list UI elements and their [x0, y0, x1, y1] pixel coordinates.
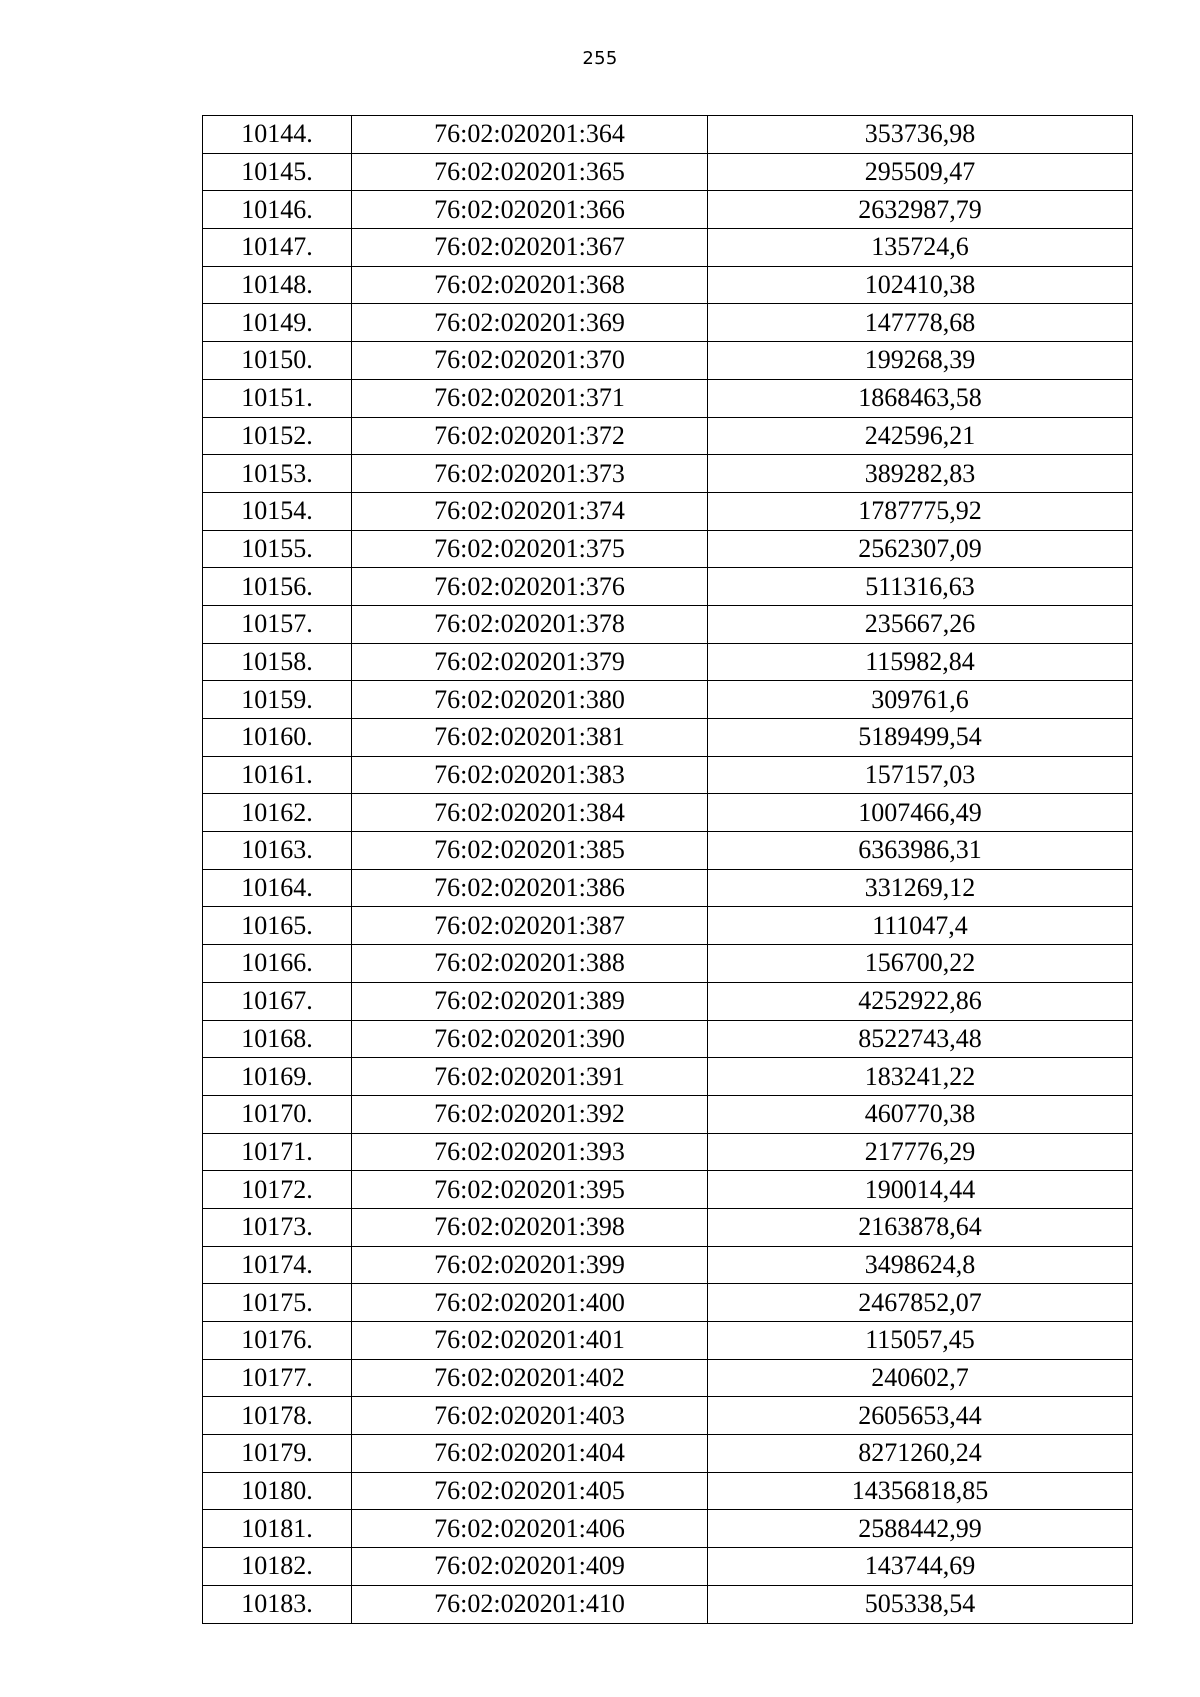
cadastral-number-cell: 76:02:020201:410 — [352, 1585, 708, 1623]
row-number-cell: 10164. — [203, 869, 352, 907]
row-number-cell: 10168. — [203, 1020, 352, 1058]
table-row — [203, 1548, 1133, 1586]
cadastral-number-cell: 76:02:020201:366 — [352, 191, 708, 229]
value-cell: 1007466,49 — [708, 794, 1133, 832]
cadastral-number-cell: 76:02:020201:364 — [352, 116, 708, 154]
cadastral-number-cell: 76:02:020201:380 — [352, 681, 708, 719]
value-cell: 505338,54 — [708, 1585, 1133, 1623]
cadastral-number-cell: 76:02:020201:368 — [352, 266, 708, 304]
cadastral-number-cell: 76:02:020201:399 — [352, 1246, 708, 1284]
row-number-cell: 10153. — [203, 455, 352, 493]
cadastral-number-cell: 76:02:020201:400 — [352, 1284, 708, 1322]
row-number-cell: 10146. — [203, 191, 352, 229]
cadastral-number-cell: 76:02:020201:395 — [352, 1171, 708, 1209]
cadastral-number-cell: 76:02:020201:388 — [352, 945, 708, 983]
row-number-cell: 10162. — [203, 794, 352, 832]
table-row — [203, 417, 1133, 455]
row-number-cell: 10151. — [203, 379, 352, 417]
row-number-cell: 10145. — [203, 153, 352, 191]
row-number-cell: 10178. — [203, 1397, 352, 1435]
table-row — [203, 756, 1133, 794]
row-number-cell: 10147. — [203, 229, 352, 267]
cadastral-number-cell: 76:02:020201:406 — [352, 1510, 708, 1548]
table-row — [203, 1133, 1133, 1171]
cadastral-number-cell: 76:02:020201:371 — [352, 379, 708, 417]
table-row — [203, 342, 1133, 380]
cadastral-number-cell: 76:02:020201:372 — [352, 417, 708, 455]
value-cell: 183241,22 — [708, 1058, 1133, 1096]
table-row — [203, 869, 1133, 907]
value-cell: 143744,69 — [708, 1548, 1133, 1586]
table-row — [203, 116, 1133, 154]
table-row — [203, 153, 1133, 191]
cadastral-number-cell: 76:02:020201:393 — [352, 1133, 708, 1171]
table-row — [203, 1435, 1133, 1473]
row-number-cell: 10149. — [203, 304, 352, 342]
value-cell: 5189499,54 — [708, 719, 1133, 757]
table-row — [203, 945, 1133, 983]
row-number-cell: 10155. — [203, 530, 352, 568]
row-number-cell: 10176. — [203, 1322, 352, 1360]
table-row — [203, 266, 1133, 304]
table-row — [203, 643, 1133, 681]
cadastral-value-table — [202, 115, 1133, 1624]
cadastral-number-cell: 76:02:020201:404 — [352, 1435, 708, 1473]
value-cell: 6363986,31 — [708, 832, 1133, 870]
cadastral-number-cell: 76:02:020201:403 — [352, 1397, 708, 1435]
table-row — [203, 492, 1133, 530]
cadastral-number-cell: 76:02:020201:384 — [352, 794, 708, 832]
document-table-container — [202, 115, 1132, 1624]
table-row — [203, 1058, 1133, 1096]
row-number-cell: 10180. — [203, 1472, 352, 1510]
row-number-cell: 10169. — [203, 1058, 352, 1096]
table-row — [203, 681, 1133, 719]
cadastral-number-cell: 76:02:020201:405 — [352, 1472, 708, 1510]
row-number-cell: 10181. — [203, 1510, 352, 1548]
value-cell: 111047,4 — [708, 907, 1133, 945]
row-number-cell: 10173. — [203, 1208, 352, 1246]
cadastral-number-cell: 76:02:020201:409 — [352, 1548, 708, 1586]
table-row — [203, 1284, 1133, 1322]
cadastral-number-cell: 76:02:020201:373 — [352, 455, 708, 493]
value-cell: 460770,38 — [708, 1095, 1133, 1133]
row-number-cell: 10156. — [203, 568, 352, 606]
table-row — [203, 1020, 1133, 1058]
table-body — [203, 116, 1133, 1624]
cadastral-number-cell: 76:02:020201:383 — [352, 756, 708, 794]
table-row — [203, 1322, 1133, 1360]
row-number-cell: 10166. — [203, 945, 352, 983]
table-row — [203, 1246, 1133, 1284]
row-number-cell: 10170. — [203, 1095, 352, 1133]
value-cell: 389282,83 — [708, 455, 1133, 493]
value-cell: 102410,38 — [708, 266, 1133, 304]
table-row — [203, 1171, 1133, 1209]
value-cell: 3498624,8 — [708, 1246, 1133, 1284]
row-number-cell: 10182. — [203, 1548, 352, 1586]
row-number-cell: 10174. — [203, 1246, 352, 1284]
value-cell: 14356818,85 — [708, 1472, 1133, 1510]
value-cell: 2632987,79 — [708, 191, 1133, 229]
row-number-cell: 10179. — [203, 1435, 352, 1473]
value-cell: 115982,84 — [708, 643, 1133, 681]
table-row — [203, 907, 1133, 945]
row-number-cell: 10161. — [203, 756, 352, 794]
value-cell: 2588442,99 — [708, 1510, 1133, 1548]
value-cell: 8271260,24 — [708, 1435, 1133, 1473]
value-cell: 1787775,92 — [708, 492, 1133, 530]
cadastral-number-cell: 76:02:020201:389 — [352, 982, 708, 1020]
row-number-cell: 10167. — [203, 982, 352, 1020]
cadastral-number-cell: 76:02:020201:379 — [352, 643, 708, 681]
table-row — [203, 530, 1133, 568]
row-number-cell: 10152. — [203, 417, 352, 455]
value-cell: 235667,26 — [708, 605, 1133, 643]
table-row — [203, 982, 1133, 1020]
value-cell: 1868463,58 — [708, 379, 1133, 417]
table-row — [203, 1095, 1133, 1133]
row-number-cell: 10159. — [203, 681, 352, 719]
cadastral-number-cell: 76:02:020201:385 — [352, 832, 708, 870]
cadastral-number-cell: 76:02:020201:391 — [352, 1058, 708, 1096]
value-cell: 157157,03 — [708, 756, 1133, 794]
value-cell: 242596,21 — [708, 417, 1133, 455]
value-cell: 8522743,48 — [708, 1020, 1133, 1058]
table-row — [203, 229, 1133, 267]
table-row — [203, 1472, 1133, 1510]
table-row — [203, 379, 1133, 417]
value-cell: 2562307,09 — [708, 530, 1133, 568]
page-number: 255 — [582, 48, 618, 69]
row-number-cell: 10172. — [203, 1171, 352, 1209]
row-number-cell: 10150. — [203, 342, 352, 380]
table-row — [203, 605, 1133, 643]
cadastral-number-cell: 76:02:020201:390 — [352, 1020, 708, 1058]
cadastral-number-cell: 76:02:020201:374 — [352, 492, 708, 530]
value-cell: 115057,45 — [708, 1322, 1133, 1360]
row-number-cell: 10158. — [203, 643, 352, 681]
table-row — [203, 455, 1133, 493]
cadastral-number-cell: 76:02:020201:392 — [352, 1095, 708, 1133]
value-cell: 135724,6 — [708, 229, 1133, 267]
value-cell: 190014,44 — [708, 1171, 1133, 1209]
cadastral-number-cell: 76:02:020201:402 — [352, 1359, 708, 1397]
row-number-cell: 10163. — [203, 832, 352, 870]
cadastral-number-cell: 76:02:020201:386 — [352, 869, 708, 907]
cadastral-number-cell: 76:02:020201:375 — [352, 530, 708, 568]
cadastral-number-cell: 76:02:020201:381 — [352, 719, 708, 757]
row-number-cell: 10177. — [203, 1359, 352, 1397]
cadastral-number-cell: 76:02:020201:378 — [352, 605, 708, 643]
value-cell: 309761,6 — [708, 681, 1133, 719]
table-row — [203, 568, 1133, 606]
table-row — [203, 794, 1133, 832]
cadastral-number-cell: 76:02:020201:369 — [352, 304, 708, 342]
value-cell: 240602,7 — [708, 1359, 1133, 1397]
value-cell: 353736,98 — [708, 116, 1133, 154]
table-row — [203, 1397, 1133, 1435]
row-number-cell: 10165. — [203, 907, 352, 945]
table-row — [203, 719, 1133, 757]
cadastral-number-cell: 76:02:020201:376 — [352, 568, 708, 606]
row-number-cell: 10154. — [203, 492, 352, 530]
cadastral-number-cell: 76:02:020201:365 — [352, 153, 708, 191]
table-row — [203, 1208, 1133, 1246]
row-number-cell: 10157. — [203, 605, 352, 643]
table-row — [203, 1359, 1133, 1397]
value-cell: 147778,68 — [708, 304, 1133, 342]
row-number-cell: 10175. — [203, 1284, 352, 1322]
table-row — [203, 304, 1133, 342]
cadastral-number-cell: 76:02:020201:370 — [352, 342, 708, 380]
table-row — [203, 1510, 1133, 1548]
value-cell: 295509,47 — [708, 153, 1133, 191]
row-number-cell: 10171. — [203, 1133, 352, 1171]
row-number-cell: 10160. — [203, 719, 352, 757]
table-row — [203, 832, 1133, 870]
value-cell: 2163878,64 — [708, 1208, 1133, 1246]
cadastral-number-cell: 76:02:020201:367 — [352, 229, 708, 267]
row-number-cell: 10148. — [203, 266, 352, 304]
value-cell: 199268,39 — [708, 342, 1133, 380]
cadastral-number-cell: 76:02:020201:387 — [352, 907, 708, 945]
row-number-cell: 10144. — [203, 116, 352, 154]
value-cell: 511316,63 — [708, 568, 1133, 606]
row-number-cell: 10183. — [203, 1585, 352, 1623]
table-row — [203, 1585, 1133, 1623]
value-cell: 156700,22 — [708, 945, 1133, 983]
cadastral-number-cell: 76:02:020201:401 — [352, 1322, 708, 1360]
value-cell: 2467852,07 — [708, 1284, 1133, 1322]
value-cell: 217776,29 — [708, 1133, 1133, 1171]
value-cell: 331269,12 — [708, 869, 1133, 907]
value-cell: 2605653,44 — [708, 1397, 1133, 1435]
cadastral-number-cell: 76:02:020201:398 — [352, 1208, 708, 1246]
table-row — [203, 191, 1133, 229]
value-cell: 4252922,86 — [708, 982, 1133, 1020]
